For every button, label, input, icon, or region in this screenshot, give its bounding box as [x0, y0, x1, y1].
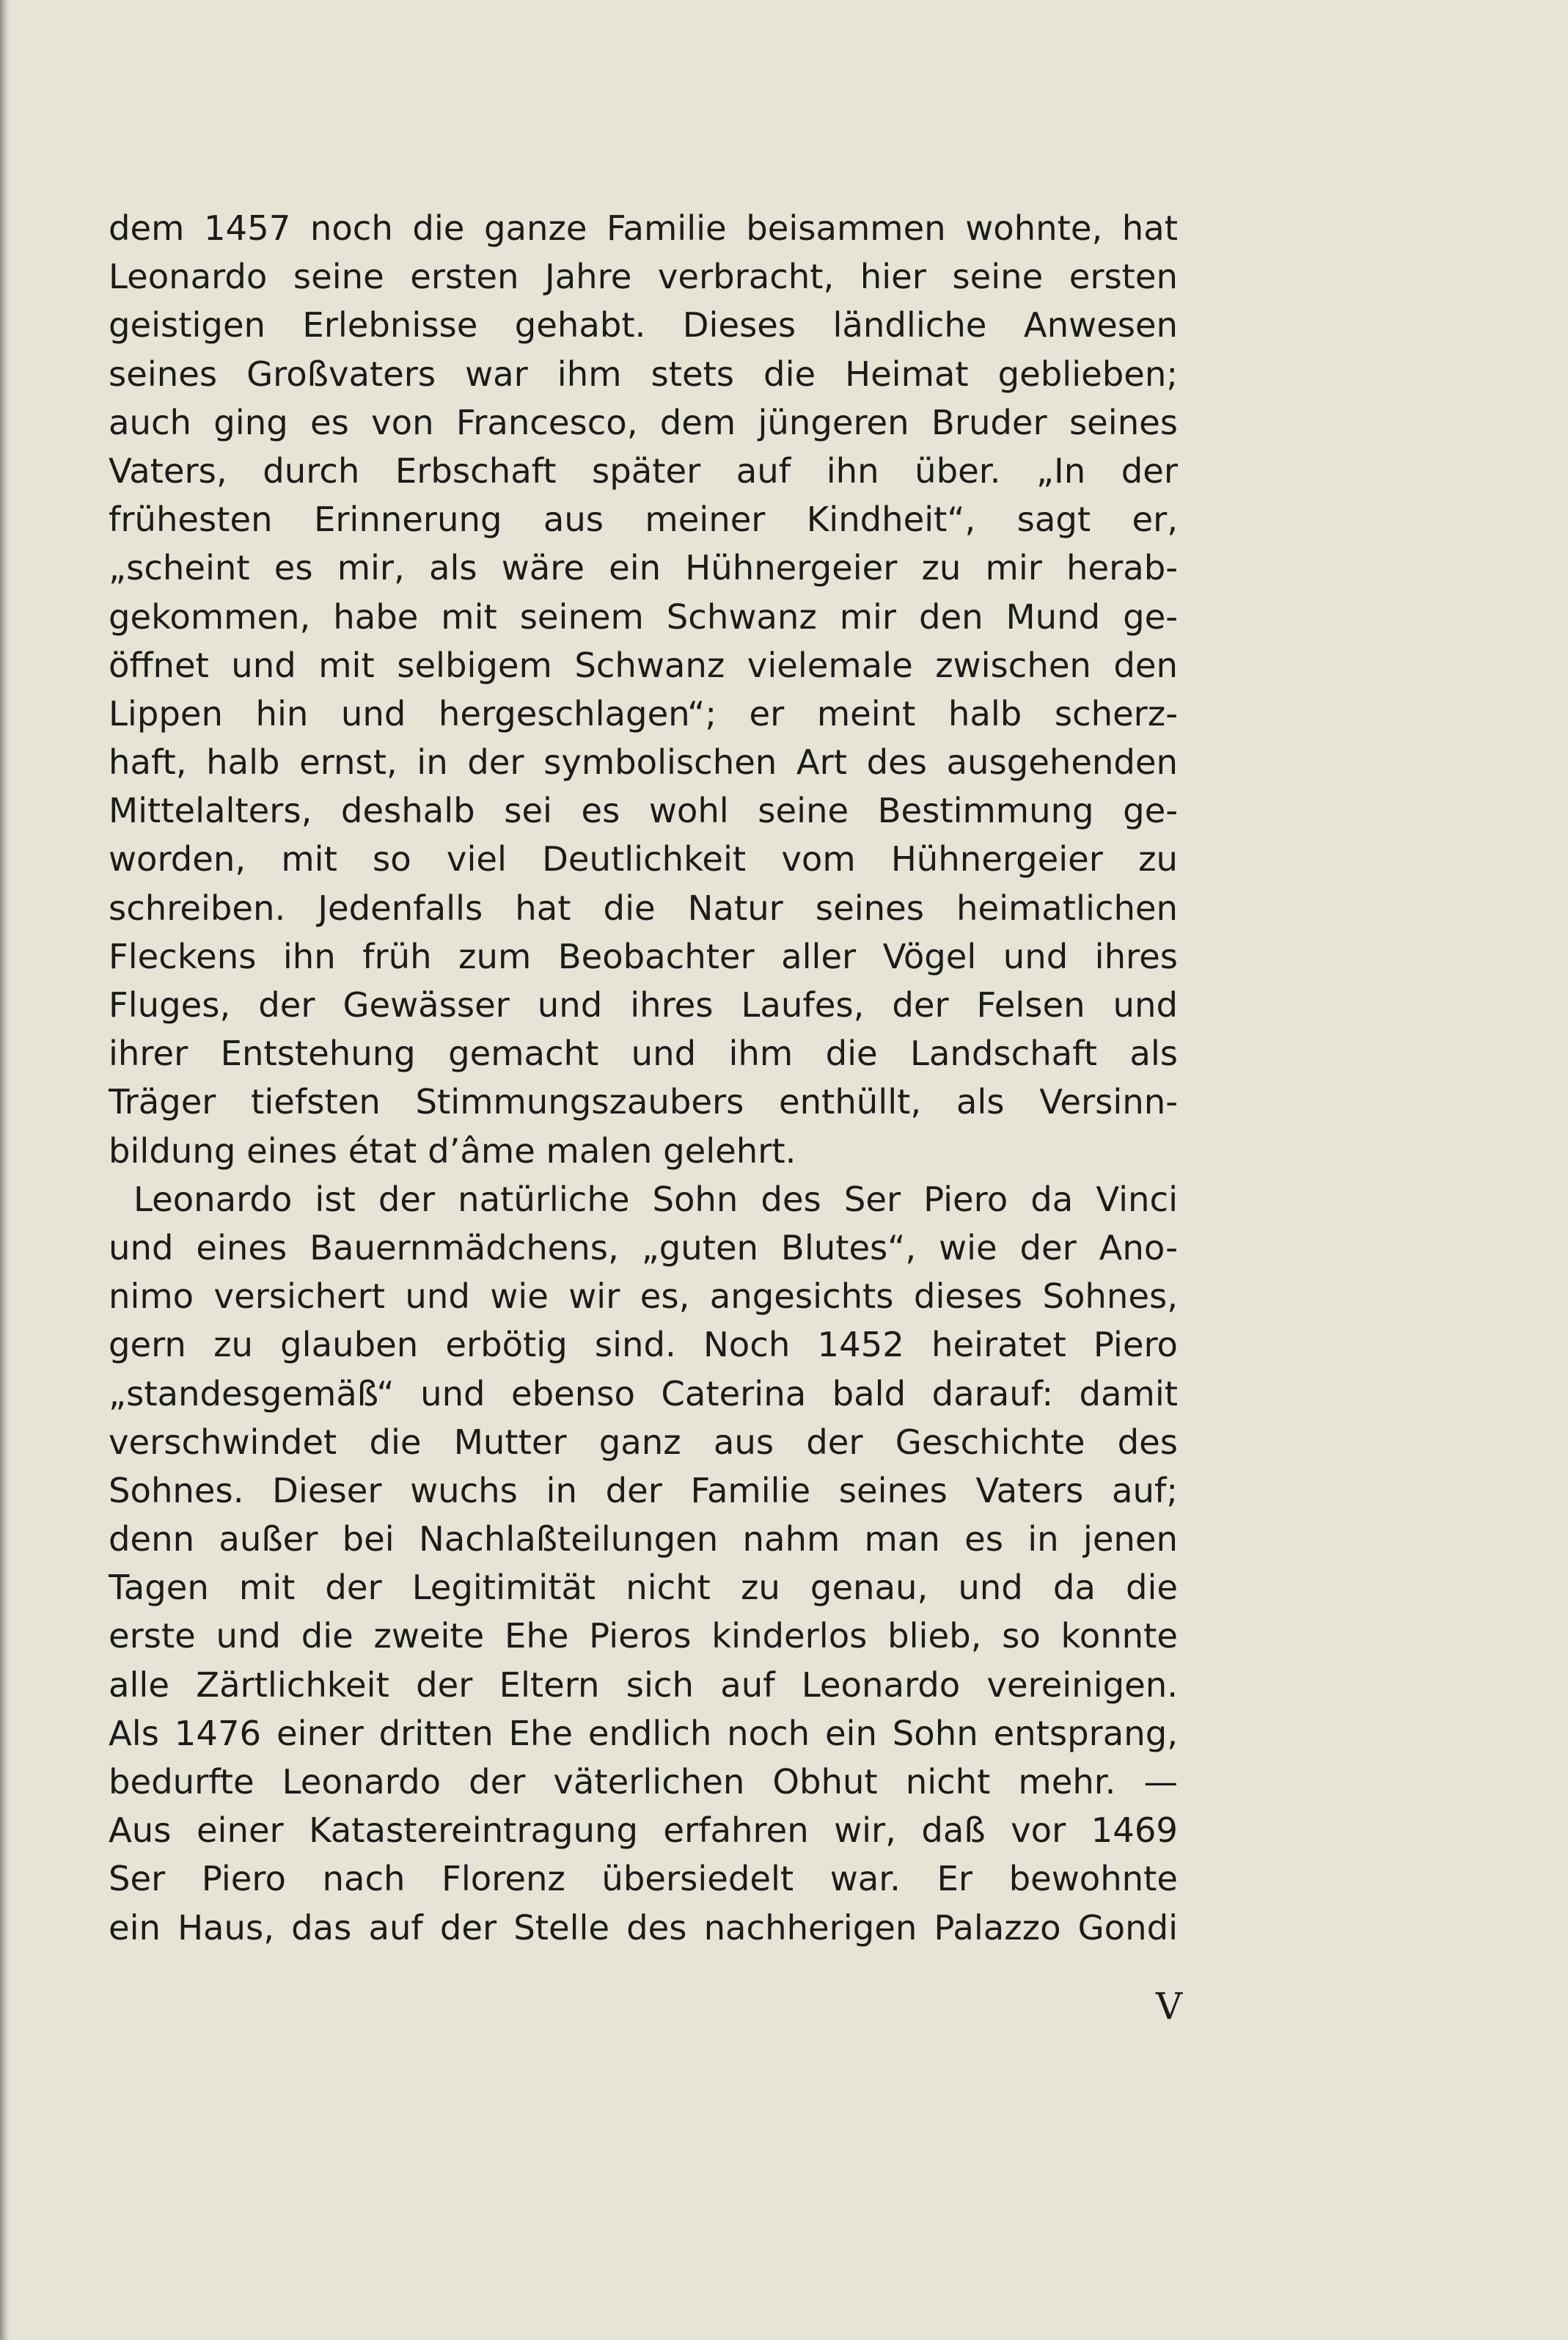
text-line: Aus einer Katastereintragung erfahren wir, daß vor 1469: [109, 1810, 1178, 1851]
text-line: worden, mit so viel Deutlichkeit vom Hühnergeier zu: [109, 839, 1178, 880]
text-line: alle Zärtlichkeit der Eltern sich auf Leonardo vereinigen.: [109, 1664, 1178, 1705]
text-line: seines Großvaters war ihm stets die Heimat geblieben;: [109, 354, 1178, 394]
text-line: gekommen, habe mit seinem Schwanz mir den Mund ge-: [109, 596, 1178, 637]
page-edge: [0, 0, 10, 2340]
text-line: Mittelalters, deshalb sei es wohl seine Bestimmung ge-: [109, 791, 1178, 831]
text-line: Fleckens ihn früh zum Beobachter aller Vögel und ihres: [109, 936, 1178, 976]
text-line: auch ging es von Francesco, dem jüngeren Bruder seines: [109, 402, 1178, 442]
text-line: öffnet und mit selbigem Schwanz vielemale zwischen den: [109, 645, 1178, 685]
text-line: ein Haus, das auf der Stelle des nachherigen Palazzo Gondi: [109, 1907, 1178, 1948]
text-line: bedurfte Leonardo der väterlichen Obhut nicht mehr. —: [109, 1762, 1178, 1802]
text-line: verschwindet die Mutter ganz aus der Geschichte des: [109, 1422, 1178, 1462]
text-line: erste und die zweite Ehe Pieros kinderlos blieb, so konnte: [109, 1616, 1178, 1656]
text-line: ihrer Entstehung gemacht und ihm die Landschaft als: [109, 1034, 1178, 1074]
text-line: dem 1457 noch die ganze Familie beisammen wohnte, hat: [109, 208, 1178, 248]
text-line: und eines Bauernmädchens, „guten Blutes“, wie der Ano-: [109, 1227, 1178, 1268]
text-line: Fluges, der Gewässer und ihres Laufes, der Felsen und: [109, 985, 1178, 1025]
text-line: Vaters, durch Erbschaft später auf ihn über. „In der: [109, 450, 1178, 491]
text-line: „scheint es mir, als wäre ein Hühnergeier zu mir herab-: [109, 548, 1178, 588]
paragraph-end-line: bildung eines état d’âme malen gelehrt.: [109, 1130, 796, 1171]
text-line: nimo versichert und wie wir es, angesichts dieses Sohnes,: [109, 1276, 1178, 1317]
text-line: frühesten Erinnerung aus meiner Kindheit“, sagt er,: [109, 500, 1178, 540]
text-line: „standesgemäß“ und ebenso Caterina bald darauf: damit: [109, 1373, 1178, 1414]
text-line: Leonardo seine ersten Jahre verbracht, hier seine ersten: [109, 257, 1178, 297]
text-line: schreiben. Jedenfalls hat die Natur seines heimatlichen: [109, 888, 1178, 928]
text-line: Als 1476 einer dritten Ehe endlich noch ein Sohn entsprang,: [109, 1713, 1178, 1753]
text-line: gern zu glauben erbötig sind. Noch 1452 heiratet Piero: [109, 1325, 1178, 1365]
text-line: Träger tiefsten Stimmungszaubers enthüllt, als Versinn-: [109, 1082, 1178, 1122]
text-line: geistigen Erlebnisse gehabt. Dieses ländliche Anwesen: [109, 305, 1178, 345]
text-line: haft, halb ernst, in der symbolischen Art des ausgehenden: [109, 742, 1178, 783]
text-line: Ser Piero nach Florenz übersiedelt war. Er bewohnte: [109, 1859, 1178, 1899]
paragraph-start-line: Leonardo ist der natürliche Sohn des Ser Piero da Vinci: [133, 1179, 1178, 1219]
page-number: V: [1155, 1985, 1182, 2028]
text-line: Tagen mit der Legitimität nicht zu genau, und da die: [109, 1568, 1178, 1608]
text-line: Lippen hin und hergeschlagen“; er meint halb scherz-: [109, 693, 1178, 734]
body-text: [109, 204, 1178, 1952]
text-line: denn außer bei Nachlaßteilungen nahm man es in jenen: [109, 1519, 1178, 1560]
text-line: Sohnes. Dieser wuchs in der Familie seines Vaters auf;: [109, 1470, 1178, 1510]
